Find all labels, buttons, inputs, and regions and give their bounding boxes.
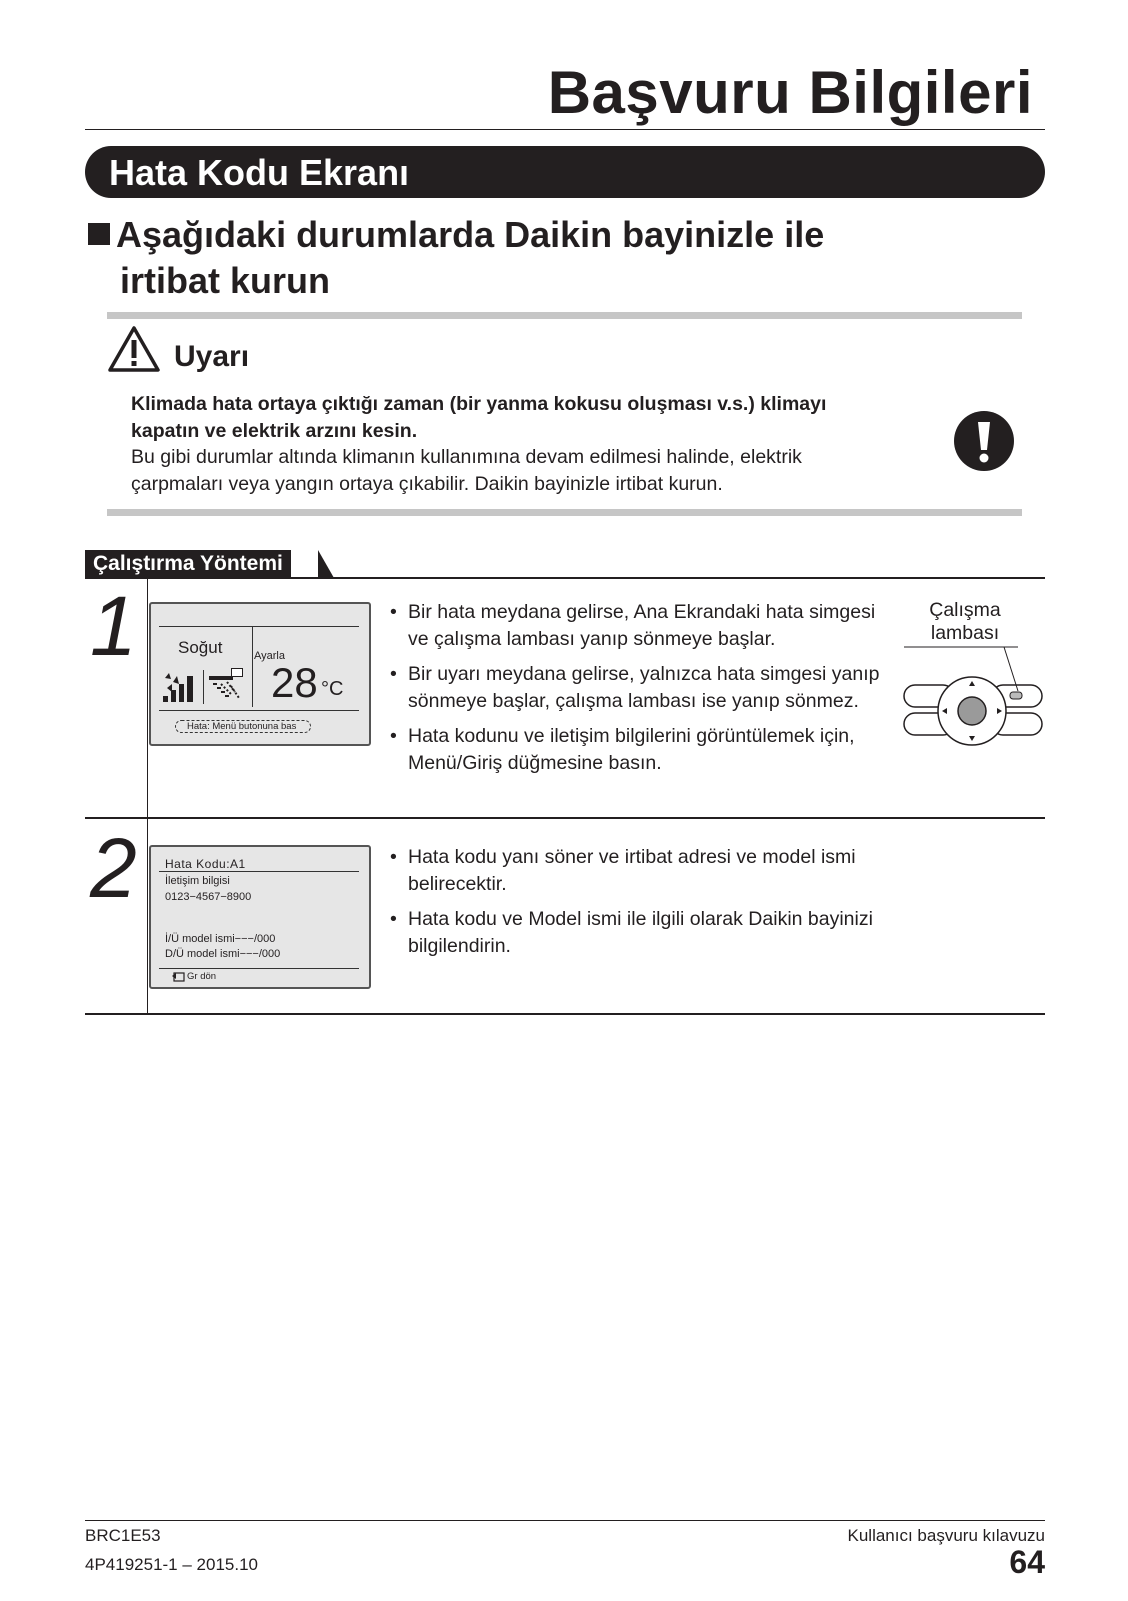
lcd-outdoor-model: D/Ü model ismi−−−/000 [165,948,281,960]
footer-doc-code: 4P419251-1 – 2015.10 [85,1555,258,1574]
step-1-bullet-2: • Bir uyarı meydana gelirse, yalnızca hata simgesi yanıp sönmeye başlar, çalışma lambası ise yanıp sönmez. [388,661,893,715]
step-2-bullet-1: • Hata kodu yanı söner ve irtibat adresi ve model ismi belirecektir. [388,844,893,898]
subheading [88,212,988,304]
page-number: 64 [1009,1544,1045,1580]
title-divider [85,129,1045,130]
step-2-bullets [388,844,893,968]
page-title: Başvuru Bilgileri [547,59,1033,126]
lcd-contact-label: İletişim bilgisi [165,875,230,887]
mandatory-exclamation-icon [953,410,1015,472]
step-2-divider [147,819,148,1014]
warning-text-line2: çarpmaları veya yangın ortaya çıkabilir. Daikin bayinizle irtibat kurun. [131,472,723,495]
warning-bold-line2: kapatın ve elektrik arzını kesin. [131,419,418,442]
lcd-bottom-line [159,710,359,711]
subheading-line2: irtibat kurun [120,260,331,301]
section-title: Hata Kodu Ekranı [109,152,410,193]
warning-text-line1: Bu gibi durumlar altında klimanın kullanımına devam edilmesi halinde, elektrik [131,446,802,468]
lcd-main-screen [149,602,371,746]
procedure-tab: Çalıştırma Yöntemi [85,550,291,578]
lcd-header-line [159,871,359,872]
subheading-line1: Aşağıdaki durumlarda Daikin bayinizle ile [116,214,825,255]
warning-top-rule [107,312,1022,319]
section-header [85,146,1045,198]
warning-bottom-rule [107,509,1022,516]
lcd-error-code: Hata Kodu:A1 [165,857,246,871]
warning-bold-line1: Klimada hata ortaya çıktığı zaman (bir yanma kokusu oluşması v.s.) klimayı [131,393,827,415]
step-1-number: 1 [90,579,137,673]
lcd-vertical-line [252,626,253,707]
step-2-number: 2 [90,821,137,915]
callout-line2: lambası [930,622,1000,644]
error-indicator-icon [231,668,243,677]
fan-icon [161,670,201,704]
warning-triangle-icon [107,325,161,373]
lcd-mode-label: Soğut [178,638,223,657]
warning-text [131,391,921,497]
step-1-bullet-1: • Bir hata meydana gelirse, Ana Ekrandaki hata simgesi ve çalışma lambası yanıp sönmeye başlar. [388,599,893,653]
lcd-icon-separator [203,670,204,704]
step-1-bullets [388,599,893,785]
step-1-bullet-3: • Hata kodunu ve iletişim bilgilerini görüntülemek için, Menü/Giriş düğmesine basın. [388,723,893,777]
lcd-temperature-unit: °C [321,678,344,700]
warning-title: Uyarı [174,340,250,373]
procedure-bottom-rule [85,1013,1045,1015]
lcd-temperature: 28 [271,659,318,706]
footer-manual-name: Kullanıcı başvuru kılavuzu [847,1526,1045,1545]
operation-lamp-callout [905,599,1025,645]
lcd-error-screen [149,845,371,989]
square-bullet-icon [88,223,110,245]
lcd-return-label: Gr dön [187,971,217,982]
lcd-indoor-model: İ/Ü model ismi−−−/000 [165,933,276,945]
callout-line1: Çalışma [929,599,1001,621]
lcd-set-label: Ayarla [254,650,285,662]
remote-control-buttons-icon [900,645,1048,755]
lcd-phone-number: 0123−4567−8900 [165,891,252,903]
lcd-footer-line [159,968,359,969]
step-separator-rule [85,817,1045,819]
step-2-bullet-2: • Hata kodu ve Model ismi ile ilgili olarak Daikin bayinizi bilgilendirin. [388,906,893,960]
procedure-tab-edge [318,550,334,578]
lcd-top-line [159,626,359,627]
lcd-footer-message: Hata: Menü butonuna bas [187,721,297,732]
step-1-divider [147,579,148,819]
procedure-top-rule [85,577,1045,579]
footer-model: BRC1E53 [85,1526,161,1545]
footer-rule [85,1520,1045,1521]
return-icon [171,971,185,982]
